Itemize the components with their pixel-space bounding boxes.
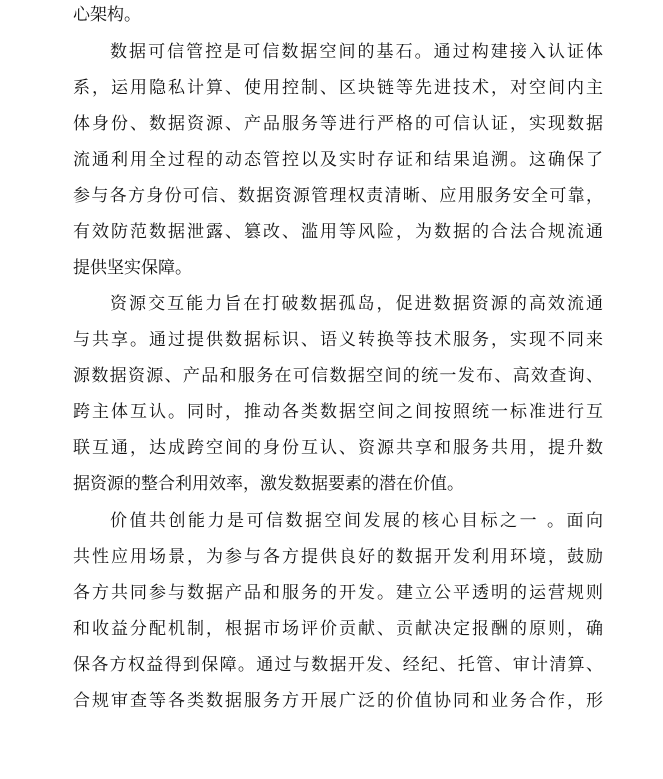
paragraph-line: 联互通，达成跨空间的身份互认、资源共享和服务共用，提升数: [73, 438, 603, 458]
paragraph-line: 各方共同参与数据产品和服务的开发。建立公平透明的运营规则: [73, 583, 603, 603]
paragraph-line: 共性应用场景，为参与各方提供良好的数据开发利用环境，鼓励: [73, 547, 603, 567]
paragraph-line: 系，运用隐私计算、使用控制、区块链等先进技术，对空间内主: [73, 78, 603, 98]
paragraph-line: 与共享。通过提供数据标识、语义转换等技术服务，实现不同来: [73, 330, 603, 350]
paragraph-line: 合规审查等各类数据服务方开展广泛的价值协同和业务合作，形: [73, 691, 603, 711]
paragraph-line: 据资源的整合利用效率，激发数据要素的潜在价值。: [73, 474, 464, 494]
paragraph-line: 参与各方身份可信、数据资源管理权责清晰、应用服务安全可靠，: [73, 186, 603, 206]
paragraph-line: 保各方权益得到保障。通过与数据开发、经纪、托管、审计清算、: [73, 655, 603, 675]
paragraph-line: 价值共创能力是可信数据空间发展的核心目标之一 。面向: [110, 511, 603, 531]
paragraph-line: 体身份、数据资源、产品服务等进行严格的可信认证，实现数据: [73, 114, 603, 134]
paragraph-line: 跨主体互认。同时，推动各类数据空间之间按照统一标准进行互: [73, 402, 603, 422]
paragraph-line: 和收益分配机制，根据市场评价贡献、贡献决定报酬的原则，确: [73, 619, 603, 639]
paragraph-line: 有效防范数据泄露、篡改、滥用等风险，为数据的合法合规流通: [73, 222, 603, 242]
paragraph-line: 资源交互能力旨在打破数据孤岛，促进数据资源的高效流通: [110, 294, 603, 314]
paragraph-line: 源数据资源、产品和服务在可信数据空间的统一发布、高效查询、: [73, 366, 603, 386]
paragraph-line: 数据可信管控是可信数据空间的基石。通过构建接入认证体: [110, 42, 603, 62]
paragraph-line: 流通利用全过程的动态管控以及实时存证和结果追溯。这确保了: [73, 150, 603, 170]
paragraph-line: 提供坚实保障。: [73, 258, 192, 278]
paragraph-line: 心架构。: [73, 5, 141, 25]
